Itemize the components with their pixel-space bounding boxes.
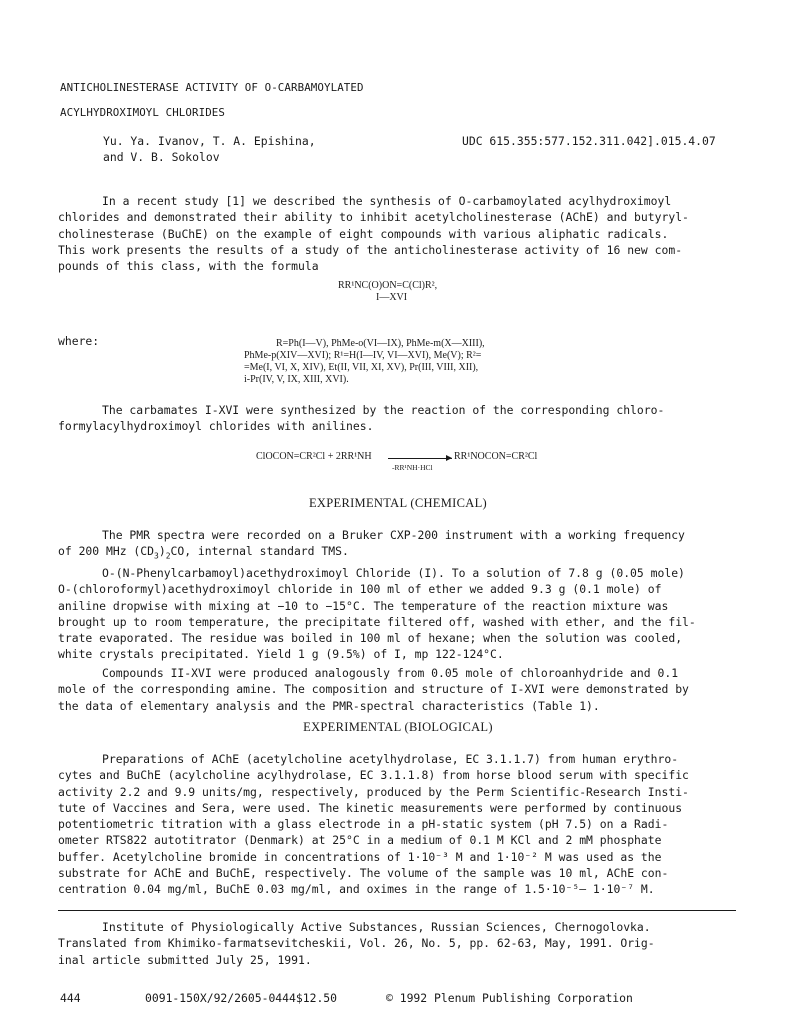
pmr-line-2-part-b: ) bbox=[158, 544, 166, 559]
where-label: where: bbox=[58, 334, 100, 348]
bio-line-5: potentiometric titration with a glass electrode in a pH-static system (pH 7.5) on a Radi- bbox=[58, 817, 669, 832]
footnote-divider bbox=[58, 910, 736, 911]
bio-line-2: cytes and BuChE (acylcholine acylhydrolase, EC 3.1.1.8) from horse blood serum with specific bbox=[58, 768, 689, 783]
reaction-byproduct: -RR¹NH·HCl bbox=[392, 463, 433, 472]
footnote bbox=[58, 919, 742, 968]
general-formula: RR¹NC(O)ON=C(Cl)R², bbox=[338, 280, 438, 291]
biological-paragraph bbox=[58, 751, 742, 898]
article-title-line-2: ACYLHYDROXIMOYL CHLORIDES bbox=[60, 106, 226, 119]
prep2-line-3: the data of elementary analysis and the PMR-spectral characteristics (Table 1). bbox=[58, 698, 600, 713]
analogous-compounds-paragraph bbox=[58, 665, 742, 714]
synthesis-line-2: formylacylhydroximoyl chlorides with anilines. bbox=[58, 419, 374, 434]
pmr-line-2-part-c: CO, internal standard TMS. bbox=[170, 544, 349, 559]
bio-line-1: Preparations of AChE (acetylcholine acetylhydrolase, EC 3.1.1.7) from human erythro- bbox=[102, 752, 679, 766]
prep2-line-2: mole of the corresponding amine. The composition and structure of I-XVI were demonstrated by bbox=[58, 682, 689, 697]
bio-line-6: ometer RTS822 autotitrator (Denmark) at 25°C in a medium of 0.1 M KCl and 2 mM phosphate bbox=[58, 833, 662, 848]
bio-line-8: substrate for AChE and BuChE, respectively. The volume of the sample was 10 ml, AChE con- bbox=[58, 866, 669, 881]
prep-line-2: O-(chloroformyl)acethydroximoyl chloride in 100 ml of ether we added 9.3 g (0.1 mole) of bbox=[58, 582, 662, 597]
substituent-line-3: =Me(I, VI, X, XIV), Et(II, VII, XI, XV), Pr(III, VIII, XII), bbox=[244, 362, 479, 373]
substituent-line-2: PhMe-p(XIV—XVI); R¹=H(I—IV, VI—XVI), Me(V); R²= bbox=[244, 350, 482, 361]
intro-line-4: This work presents the results of a study of the anticholinesterase activity of 16 new com- bbox=[58, 242, 683, 257]
substituent-line-1: R=Ph(I—V), PhMe-o(VI—IX), PhMe-m(X—XIII), bbox=[276, 338, 485, 349]
synthesis-paragraph bbox=[58, 402, 742, 435]
bio-line-9: centration 0.04 mg/ml, BuChE 0.03 mg/ml, and oximes in the range of 1.5·10⁻⁵— 1·10⁻⁷ M. bbox=[58, 882, 655, 897]
footnote-line-1: Institute of Physiologically Active Substances, Russian Sciences, Chernogolovka. bbox=[102, 920, 651, 934]
pmr-line-2 bbox=[58, 543, 742, 559]
footnote-line-3: inal article submitted July 25, 1991. bbox=[58, 952, 312, 967]
bio-line-7: buffer. Acetylcholine bromide in concentrations of 1·10⁻³ M and 1·10⁻² M was used as the bbox=[58, 849, 662, 864]
heading-experimental-biological: EXPERIMENTAL (BIOLOGICAL) bbox=[303, 720, 493, 734]
page-number: 444 bbox=[60, 991, 81, 1005]
prep-line-3: aniline dropwise with mixing at −10 to −15°C. The temperature of the reaction mixture was bbox=[58, 598, 669, 613]
pmr-line-1: The PMR spectra were recorded on a Bruker CXP-200 instrument with a working frequency bbox=[102, 528, 685, 542]
bio-line-3: activity 2.2 and 9.9 units/mg, respectively, produced by the Perm Scientific-Research Insti- bbox=[58, 784, 689, 799]
heading-experimental-chemical: EXPERIMENTAL (CHEMICAL) bbox=[309, 496, 487, 510]
article-title-line-1: ANTICHOLINESTERASE ACTIVITY OF O-CARBAMOYLATED bbox=[60, 81, 364, 94]
reaction-arrow-head-icon bbox=[446, 455, 452, 461]
prep-line-1: O-(N-Phenylcarbamoyl)acethydroximoyl Chloride (I). To a solution of 7.8 g (0.05 mole) bbox=[102, 566, 685, 580]
udc-code: UDC 615.355:577.152.311.042].015.4.07 bbox=[462, 134, 716, 148]
publication-code: 0091-150X/92/2605-0444$12.50 bbox=[145, 991, 338, 1005]
prep2-line-1: Compounds II-XVI were produced analogously from 0.05 mole of chloroanhydride and 0.1 bbox=[102, 666, 679, 680]
intro-line-3: cholinesterase (BuChE) on the example of eight compounds with various aliphatic radicals. bbox=[58, 226, 669, 241]
bio-line-4: tute of Vaccines and Sera, were used. The kinetic measurements were performed by continuous bbox=[58, 800, 683, 815]
preparation-paragraph bbox=[58, 565, 742, 663]
authors-line-2: and V. B. Sokolov bbox=[103, 150, 220, 164]
reaction-reactants: ClOCON=CR²Cl + 2RR¹NH bbox=[256, 451, 372, 462]
pmr-subscript-2: 2 bbox=[165, 551, 171, 561]
reaction-product: RR¹NOCON=CR²Cl bbox=[454, 451, 538, 462]
pmr-paragraph bbox=[58, 527, 742, 560]
intro-paragraph bbox=[58, 193, 742, 274]
copyright-notice: © 1992 Plenum Publishing Corporation bbox=[386, 991, 633, 1005]
intro-line-5: pounds of this class, with the formula bbox=[58, 259, 319, 274]
prep-line-6: white crystals precipitated. Yield 1 g (9.5%) of I, mp 122-124°C. bbox=[58, 647, 504, 662]
substituent-line-4: i-Pr(IV, V, IX, XIII, XVI). bbox=[244, 374, 349, 385]
prep-line-5: trate evaporated. The residue was boiled in 100 ml of hexane; when the solution was cooled, bbox=[58, 631, 683, 646]
reaction-arrow bbox=[388, 458, 452, 459]
synthesis-line-1: The carbamates I-XVI were synthesized by the reaction of the corresponding chloro- bbox=[102, 403, 665, 417]
intro-line-1: In a recent study [1] we described the synthesis of O-carbamoylated acylhydroximoyl bbox=[102, 194, 672, 208]
prep-line-4: brought up to room temperature, the precipitate filtered off, washed with ether, and the fil- bbox=[58, 614, 696, 629]
pmr-subscript-3: 3 bbox=[154, 551, 159, 561]
intro-line-2: chlorides and demonstrated their ability to inhibit acetylcholinesterase (AChE) and butyryl- bbox=[58, 210, 689, 225]
footnote-line-2: Translated from Khimiko-farmatsevitcheskii, Vol. 26, No. 5, pp. 62-63, May, 1991. Orig- bbox=[58, 936, 655, 951]
authors-line-1: Yu. Ya. Ivanov, T. A. Epishina, bbox=[103, 134, 316, 148]
formula-compound-range: I—XVI bbox=[376, 292, 408, 303]
pmr-line-2-part-a: of 200 MHz (CD bbox=[58, 544, 155, 559]
